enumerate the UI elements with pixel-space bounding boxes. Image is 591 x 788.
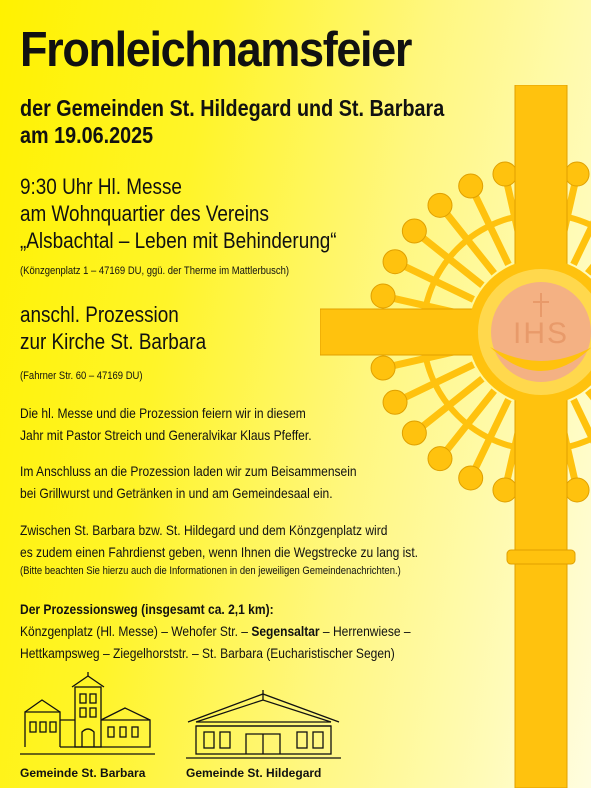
paragraph-gathering-line-2: bei Grillwurst und Getränken in und am Gemeindesaal ein. bbox=[20, 485, 333, 501]
paragraph-shuttle-note: (Bitte beachten Sie hierzu auch die Informationen in den jeweiligen Gemeindenachrichten.) bbox=[20, 565, 401, 577]
monstrance-flame bbox=[565, 162, 589, 186]
monstrance-flame bbox=[428, 193, 452, 217]
paragraph-celebrants-line-2: Jahr mit Pastor Streich und Generalvikar Klaus Pfeffer. bbox=[20, 427, 312, 443]
route-line-2: Hettkampsweg – Ziegelhorststr. – St. Barbara (Eucharistischer Segen) bbox=[20, 645, 395, 661]
route-line-1-start: Könzgenplatz (Hl. Messe) – Wehofer Str. – bbox=[20, 623, 252, 639]
paragraph-shuttle bbox=[20, 519, 418, 579]
mass-line-2: am Wohnquartier des Vereins bbox=[20, 201, 269, 226]
route-line-1-end: – Herrenwiese – bbox=[319, 623, 411, 639]
st-barbara-church-icon bbox=[20, 672, 155, 762]
monstrance-flame bbox=[459, 174, 483, 198]
paragraph-celebrants-line-1: Die hl. Messe und die Prozession feiern wir in diesem bbox=[20, 405, 306, 421]
paragraph-shuttle-line-2: es zudem einen Fahrdienst geben, wenn Ihnen die Wegstrecke zu lang ist. bbox=[20, 544, 419, 560]
monstrance-flame bbox=[371, 284, 395, 308]
paragraph-shuttle-line-1: Zwischen St. Barbara bzw. St. Hildegard und dem Könzgenplatz wird bbox=[20, 522, 388, 538]
paragraph-gathering bbox=[20, 460, 357, 504]
monstrance-flame bbox=[493, 162, 517, 186]
monstrance-flame bbox=[459, 466, 483, 490]
st-barbara-label: Gemeinde St. Barbara bbox=[20, 766, 146, 780]
monstrance-flame bbox=[371, 356, 395, 380]
mass-line-1: 9:30 Uhr Hl. Messe bbox=[20, 174, 182, 199]
procession-address: (Fahrner Str. 60 – 47169 DU) bbox=[20, 370, 143, 382]
monstrance-flame bbox=[493, 478, 517, 502]
monstrance-flame bbox=[428, 447, 452, 471]
monstrance-illustration bbox=[320, 85, 591, 788]
monstrance-flame bbox=[383, 250, 407, 274]
route-section bbox=[20, 598, 411, 664]
monstrance-flame bbox=[402, 219, 426, 243]
monstrance-flame bbox=[565, 478, 589, 502]
mass-line-3: „Alsbachtal – Leben mit Behinderung“ bbox=[20, 228, 337, 253]
subtitle-date: am 19.06.2025 bbox=[20, 122, 154, 148]
route-line-1 bbox=[20, 620, 411, 642]
procession-line-2: zur Kirche St. Barbara bbox=[20, 329, 207, 354]
host-ihs: IHS bbox=[512, 317, 570, 350]
page-title: Fronleichnamsfeier bbox=[20, 23, 412, 77]
paragraph-gathering-line-1: Im Anschluss an die Prozession laden wir zum Beisammensein bbox=[20, 463, 357, 479]
route-segensaltar: Segensaltar bbox=[251, 623, 320, 639]
monstrance-flame bbox=[383, 390, 407, 414]
st-hildegard-church-icon bbox=[186, 690, 341, 762]
monstrance-flame bbox=[402, 421, 426, 445]
subtitle-parishes: der Gemeinden St. Hildegard und St. Barbara bbox=[20, 95, 445, 121]
cross-vertical-bar bbox=[512, 85, 570, 788]
st-hildegard-label: Gemeinde St. Hildegard bbox=[186, 766, 322, 780]
procession-line-1: anschl. Prozession bbox=[20, 302, 179, 327]
route-heading: Der Prozessionsweg (insgesamt ca. 2,1 km): bbox=[20, 601, 274, 617]
paragraph-celebrants bbox=[20, 402, 312, 446]
monstrance-stem bbox=[507, 550, 575, 564]
mass-address: (Könzgenplatz 1 – 47169 DU, ggü. der Therme im Mattlerbusch) bbox=[20, 265, 290, 277]
